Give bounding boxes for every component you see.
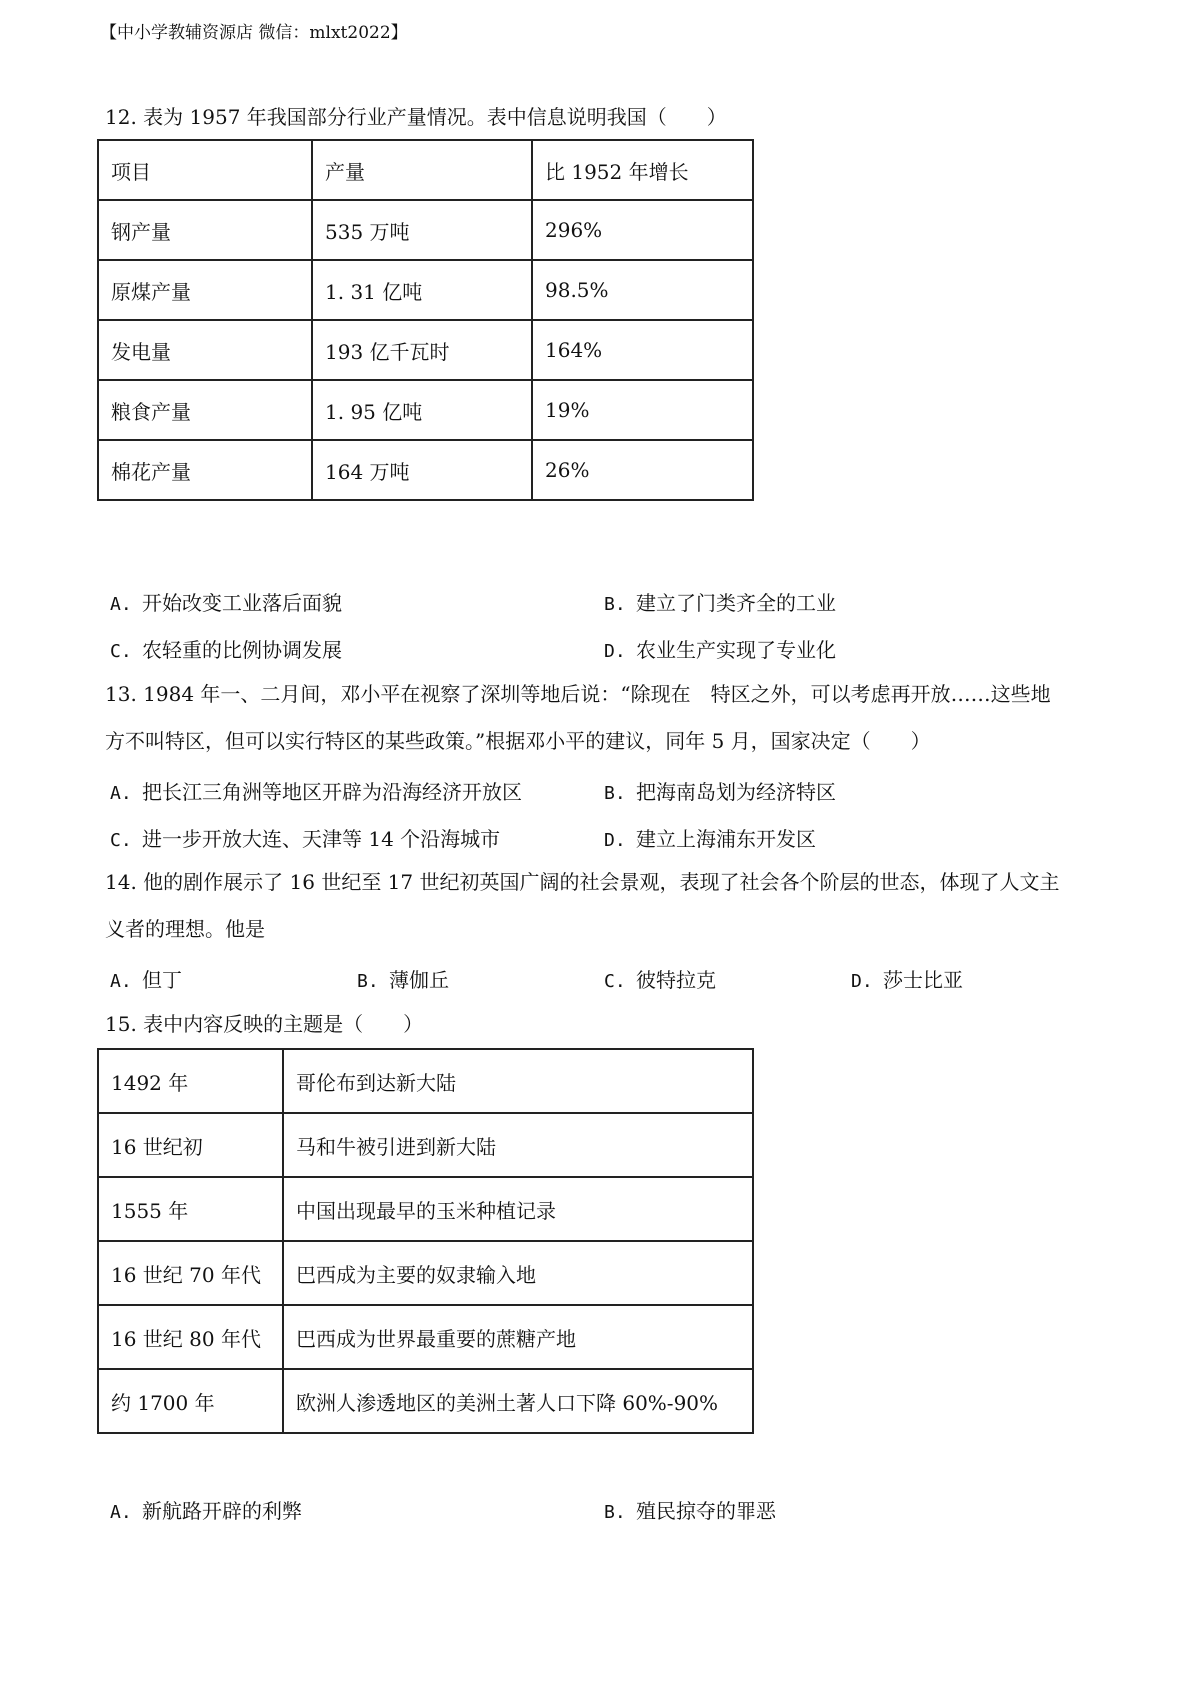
option-text: 开始改变工业落后面貌	[142, 591, 342, 615]
table-cell: 粮食产量	[98, 380, 312, 440]
option-letter: A.	[110, 971, 132, 992]
q13-stem-line1: 13. 1984 年一、二月间，邓小平在视察了深圳等地后说：“除现在 特区之外，可以考虑再开放……这些地	[105, 682, 1051, 706]
option-text: 农业生产实现了专业化	[636, 638, 836, 662]
table-cell: 193 亿千瓦时	[312, 320, 532, 380]
table-cell: 296%	[532, 200, 753, 260]
table-row	[98, 260, 753, 320]
q15-stem: 15. 表中内容反映的主题是（ ）	[105, 1012, 424, 1036]
option-text: 但丁	[142, 968, 182, 992]
table-cell: 哥伦布到达新大陆	[283, 1049, 753, 1113]
page-header: 【中小学教辅资源店 微信：mlxt2022】	[100, 23, 408, 43]
q12-option-d[interactable]	[604, 634, 836, 663]
table-row	[98, 1241, 753, 1305]
option-letter: B.	[604, 783, 626, 804]
table-cell: 164 万吨	[312, 440, 532, 500]
table-cell: 中国出现最早的玉米种植记录	[283, 1177, 753, 1241]
option-text: 薄伽丘	[389, 968, 449, 992]
option-text: 彼特拉克	[636, 968, 716, 992]
table-cell: 发电量	[98, 320, 312, 380]
q13-option-d[interactable]	[604, 823, 816, 852]
q12-option-a[interactable]	[110, 587, 342, 616]
option-letter: B.	[604, 594, 626, 615]
q13-option-c[interactable]	[110, 823, 500, 852]
table-row	[98, 1177, 753, 1241]
option-letter: A.	[110, 783, 132, 804]
table-cell: 535 万吨	[312, 200, 532, 260]
table-cell: 16 世纪初	[98, 1113, 283, 1177]
q14-option-d[interactable]	[851, 964, 963, 993]
table-cell: 1. 31 亿吨	[312, 260, 532, 320]
table-cell: 棉花产量	[98, 440, 312, 500]
table-cell: 马和牛被引进到新大陆	[283, 1113, 753, 1177]
table-cell: 项目	[98, 140, 312, 200]
q15-option-a[interactable]	[110, 1495, 302, 1524]
table-row	[98, 200, 753, 260]
q12-option-c[interactable]	[110, 634, 342, 663]
table-cell: 16 世纪 80 年代	[98, 1305, 283, 1369]
table-cell: 欧洲人渗透地区的美洲土著人口下降 60%-90%	[283, 1369, 753, 1433]
option-letter: D.	[604, 641, 626, 662]
q15-option-b[interactable]	[604, 1495, 776, 1524]
table-cell: 比 1952 年增长	[532, 140, 753, 200]
option-letter: B.	[604, 1502, 626, 1523]
option-text: 农轻重的比例协调发展	[142, 638, 342, 662]
q14-option-c[interactable]	[604, 964, 716, 993]
option-letter: A.	[110, 594, 132, 615]
table-cell: 19%	[532, 380, 753, 440]
q13-option-a[interactable]	[110, 776, 522, 805]
table-row	[98, 1113, 753, 1177]
q14-stem-line1: 14. 他的剧作展示了 16 世纪至 17 世纪初英国广阔的社会景观，表现了社会各个阶层的世态，体现了人文主	[105, 870, 1060, 894]
table-cell: 98.5%	[532, 260, 753, 320]
q13-option-b[interactable]	[604, 776, 836, 805]
option-text: 新航路开辟的利弊	[142, 1499, 302, 1523]
option-text: 建立了门类齐全的工业	[636, 591, 836, 615]
table-cell: 164%	[532, 320, 753, 380]
table-cell: 26%	[532, 440, 753, 500]
option-text: 把海南岛划为经济特区	[636, 780, 836, 804]
option-letter: C.	[110, 830, 132, 851]
option-letter: B.	[357, 971, 379, 992]
option-text: 殖民掠夺的罪恶	[636, 1499, 776, 1523]
q14-stem-line2: 义者的理想。他是	[105, 917, 265, 941]
option-text: 建立上海浦东开发区	[636, 827, 816, 851]
option-letter: C.	[110, 641, 132, 662]
q14-option-b[interactable]	[357, 964, 449, 993]
q12-table	[97, 139, 754, 501]
table-row	[98, 1305, 753, 1369]
table-row	[98, 320, 753, 380]
option-letter: D.	[851, 971, 873, 992]
table-cell: 1492 年	[98, 1049, 283, 1113]
table-cell: 1555 年	[98, 1177, 283, 1241]
table-cell: 巴西成为主要的奴隶输入地	[283, 1241, 753, 1305]
table-row	[98, 1049, 753, 1113]
q13-stem-line2: 方不叫特区，但可以实行特区的某些政策。”根据邓小平的建议，同年 5 月，国家决定（ ）	[105, 729, 931, 753]
option-letter: C.	[604, 971, 626, 992]
table-cell: 巴西成为世界最重要的蔗糖产地	[283, 1305, 753, 1369]
option-letter: D.	[604, 830, 626, 851]
option-text: 把长江三角洲等地区开辟为沿海经济开放区	[142, 780, 522, 804]
table-row	[98, 380, 753, 440]
q15-table	[97, 1048, 754, 1434]
q12-stem: 12. 表为 1957 年我国部分行业产量情况。表中信息说明我国（ ）	[105, 105, 727, 129]
table-cell: 产量	[312, 140, 532, 200]
table-cell: 约 1700 年	[98, 1369, 283, 1433]
table-cell: 1. 95 亿吨	[312, 380, 532, 440]
table-cell: 钢产量	[98, 200, 312, 260]
table-cell: 16 世纪 70 年代	[98, 1241, 283, 1305]
option-text: 莎士比亚	[883, 968, 963, 992]
option-text: 进一步开放大连、天津等 14 个沿海城市	[142, 827, 501, 851]
q14-option-a[interactable]	[110, 964, 182, 993]
q12-option-b[interactable]	[604, 587, 836, 616]
option-letter: A.	[110, 1502, 132, 1523]
table-row	[98, 140, 753, 200]
table-row	[98, 440, 753, 500]
table-cell: 原煤产量	[98, 260, 312, 320]
table-row	[98, 1369, 753, 1433]
